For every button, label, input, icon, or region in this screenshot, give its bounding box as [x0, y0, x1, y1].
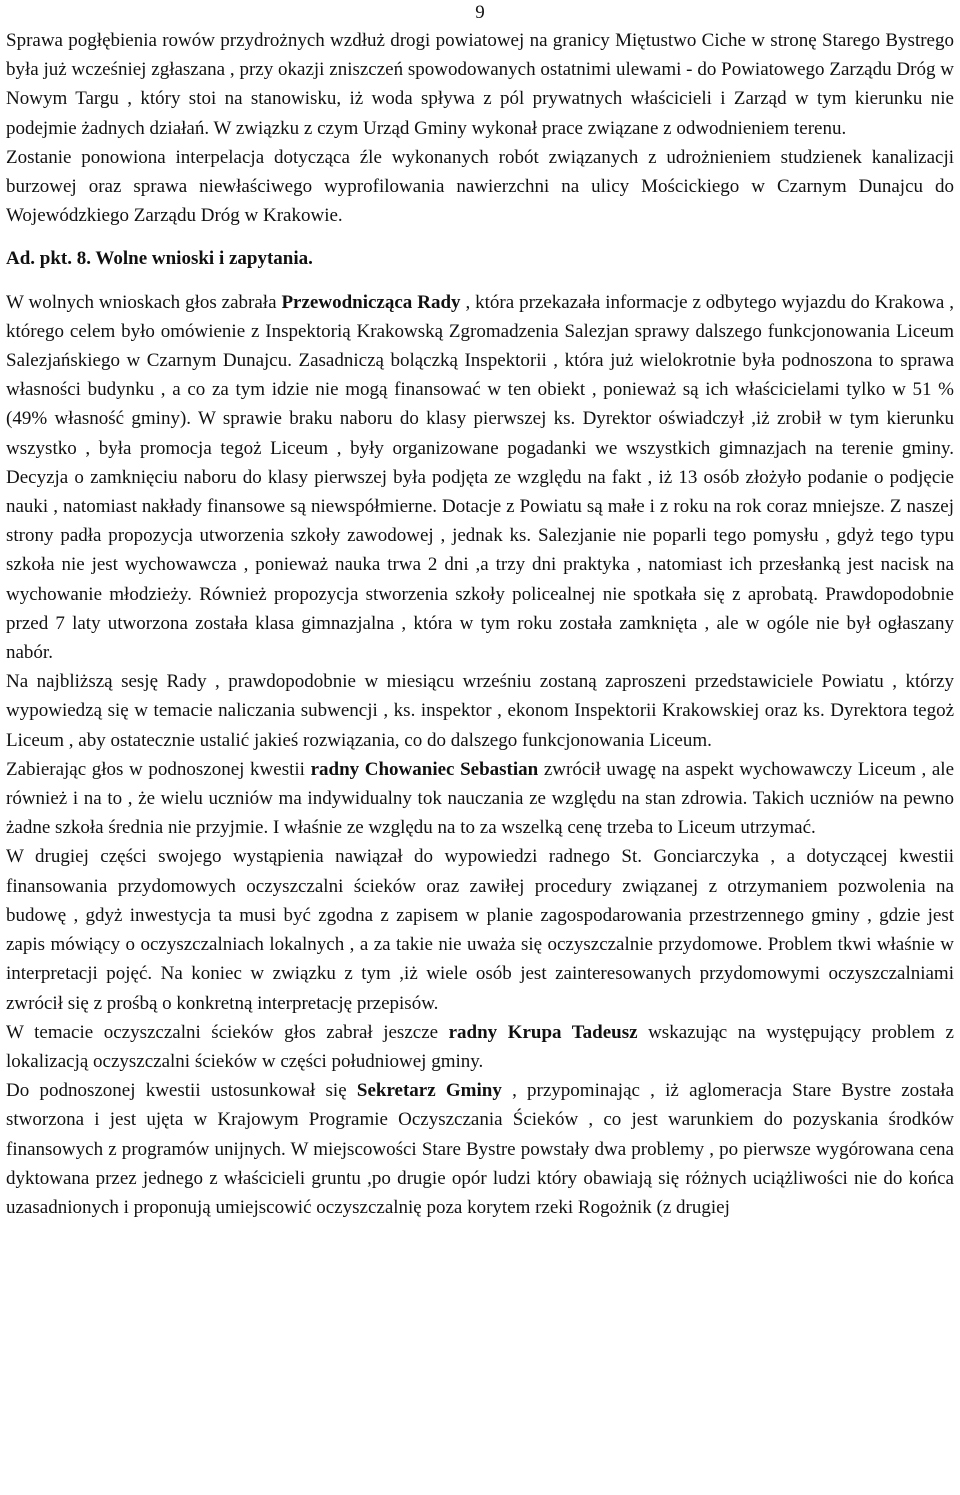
paragraph-text: W temacie oczyszczalni ścieków głos zabrał jeszcze	[6, 1021, 449, 1043]
paragraph-chairwoman-report	[6, 288, 954, 668]
paragraph-road-ditches: Sprawa pogłębienia rowów przydrożnych wzdłuż drogi powiatowej na granicy Miętustwo Ciche w stronę Starego Bystrego była już wcześniej zgłaszana , przy okazji zniszczeń spowodowanych ostatnimi ulewami - do Powiatowego Zarządu Dróg w Nowym Targu , który stoi na stanowisku, iż woda spływa z pól prywatnych właścicieli i Zarząd w tym kierunku nie podejmie żadnych działań. W związku z czym Urząd Gminy wykonał prace związane z odwodnieniem terenu.	[6, 30, 954, 139]
page-number: 9	[475, 2, 485, 23]
paragraph-councillor-chowaniec	[6, 755, 954, 843]
paragraph-text: Do podnoszonej kwestii ustosunkował się	[6, 1080, 357, 1102]
paragraph-text: zwrócił uwagę na aspekt wychowawczy Liceum , ale również i na to , że wielu uczniów ma indywidualny tok nauczania ze względu na stan zdrowia. Takich uczniów na pewno żadne szkoła średnia nie przyjmie. I właśnie ze względu na to za wszelką cenę trzeba to Liceum utrzymać.	[6, 758, 954, 839]
speaker-name: Sekretarz Gminy	[356, 1080, 502, 1102]
paragraph-councillor-krupa	[6, 1018, 954, 1076]
section-heading: Ad. pkt. 8. Wolne wnioski i zapytania.	[6, 248, 313, 270]
paragraph-text: , przypominając , iż aglomeracja Stare Bystre została stworzona i jest ujęta w Krajowym Programie Oczyszczania Ścieków , co jest warunkiem do pozyskania środków finansowych z programów unijnych. W miejscowości Stare Bystre powstały dwa problemy , po pierwsze wygórowana cena dyktowana przez jednego z właścicieli gruntu ,po drugie opór ludzi który obawiają się różnych uciążliwości nie do końca uzasadnionych i proponują umiejscowić oczyszczalnię poza korytem rzeki Rogożnik (z drugiej	[6, 1080, 954, 1218]
paragraph-text: , która przekazała informacje z odbytego wyjazdu do Krakowa , którego celem było omówienie z Inspektorią Krakowską Zgromadzenia Salezjan sprawy dalszego funkcjonowania Liceum Salezjańskiego w Czarnym Dunajcu. Zasadniczą bolączką Inspektorii , która już wielokrotnie była podnoszona to sprawa własności budynku , a co za tym idzie nie mogą finansować w ten obiekt , ponieważ są ich właścicielami tylko w 51 % (49% własność gminy). W sprawie braku naboru do klasy pierwszej ks. Dyrektor oświadczył ,iż zrobił w tym kierunku wszystko , była promocja tegoż Liceum , były organizowane pogadanki we wszystkich gimnazjach na terenie gminy. Decyzja o zamknięciu naboru do klasy pierwszej była podjęta ze względu na fakt , iż 13 osób złożyło podanie o podjęcie nauki , natomiast nakłady finansowe są niewspółmierne. Dotacje z Powiatu są małe i z roku na rok coraz mniejsze. Z naszej strony padła propozycja utworzenia szkoły zawodowej , jednak ks. Salezjanie nie poparli tego pomysłu , gdyż tego typu szkoła nie jest wychowawcza , ponieważ nauka trwa 2 dni ,a trzy dni praktyka , natomiast ich przesłanką jest nacisk na wychowanie młodzieży. Również propozycja stworzenia szkoły policealnej nie spotkała się z aprobatą. Prawdopodobnie przed 7 laty utworzona została klasa gimnazjalna , która w tym roku została zamknięta , ale w ogóle nie był ogłaszany nabór.	[6, 291, 954, 664]
speaker-name: radny Krupa Tadeusz	[448, 1021, 638, 1043]
paragraph-next-session: Na najbliższą sesję Rady , prawdopodobnie w miesiącu wrześniu zostaną zaproszeni przedstawiciele Powiatu , którzy wypowiedzą się w temacie naliczania subwencji , ks. inspektor , ekonom Inspektorii Krakowskiej oraz ks. Dyrektora tegoż Liceum , aby ostatecznie ustalić jakieś rozwiązania, co do dalszego funkcjonowania Liceum.	[6, 671, 954, 751]
speaker-name: Przewodnicząca Rady	[281, 291, 461, 313]
paragraph-text: Zabierając głos w podnoszonej kwestii	[6, 758, 311, 780]
paragraph-text: W wolnych wnioskach głos zabrała	[6, 291, 282, 313]
paragraph-sewage-plants: W drugiej części swojego wystąpienia nawiązał do wypowiedzi radnego St. Gonciarczyka , a dotyczącej kwestii finansowania przydomowych oczyszczalni ścieków oraz zawiłej procedury związanej z otrzymaniem pozwolenia na budowę , gdyż inwestycja ta musi być zgodna z zapisem w planie zagospodarowania przestrzennego gminy , gdzie jest zapis mówiący o oczyszczalniach lokalnych , a za takie nie uważa się oczyszczalnie przydomowe. Problem tkwi właśnie w interpretacji pojęć. Na koniec w związku z tym ,iż wiele osób jest zainteresowanych przydomowymi oczyszczalniami zwrócił się z prośbą o konkretną interpretację przepisów.	[6, 846, 954, 1014]
speaker-name: radny Chowaniec Sebastian	[310, 758, 539, 780]
paragraph-secretary	[6, 1076, 954, 1222]
paragraph-text: wskazując na występujący problem z lokalizacją oczyszczalni ścieków w części południowej gminy.	[6, 1021, 954, 1072]
paragraph-interpellation: Zostanie ponowiona interpelacja dotycząca źle wykonanych robót związanych z udrożnieniem studzienek kanalizacji burzowej oraz sprawa niewłaściwego wyprofilowania nawierzchni na ulicy Mościckiego w Czarnym Dunajcu do Wojewódzkiego Zarządu Dróg w Krakowie.	[6, 146, 954, 227]
